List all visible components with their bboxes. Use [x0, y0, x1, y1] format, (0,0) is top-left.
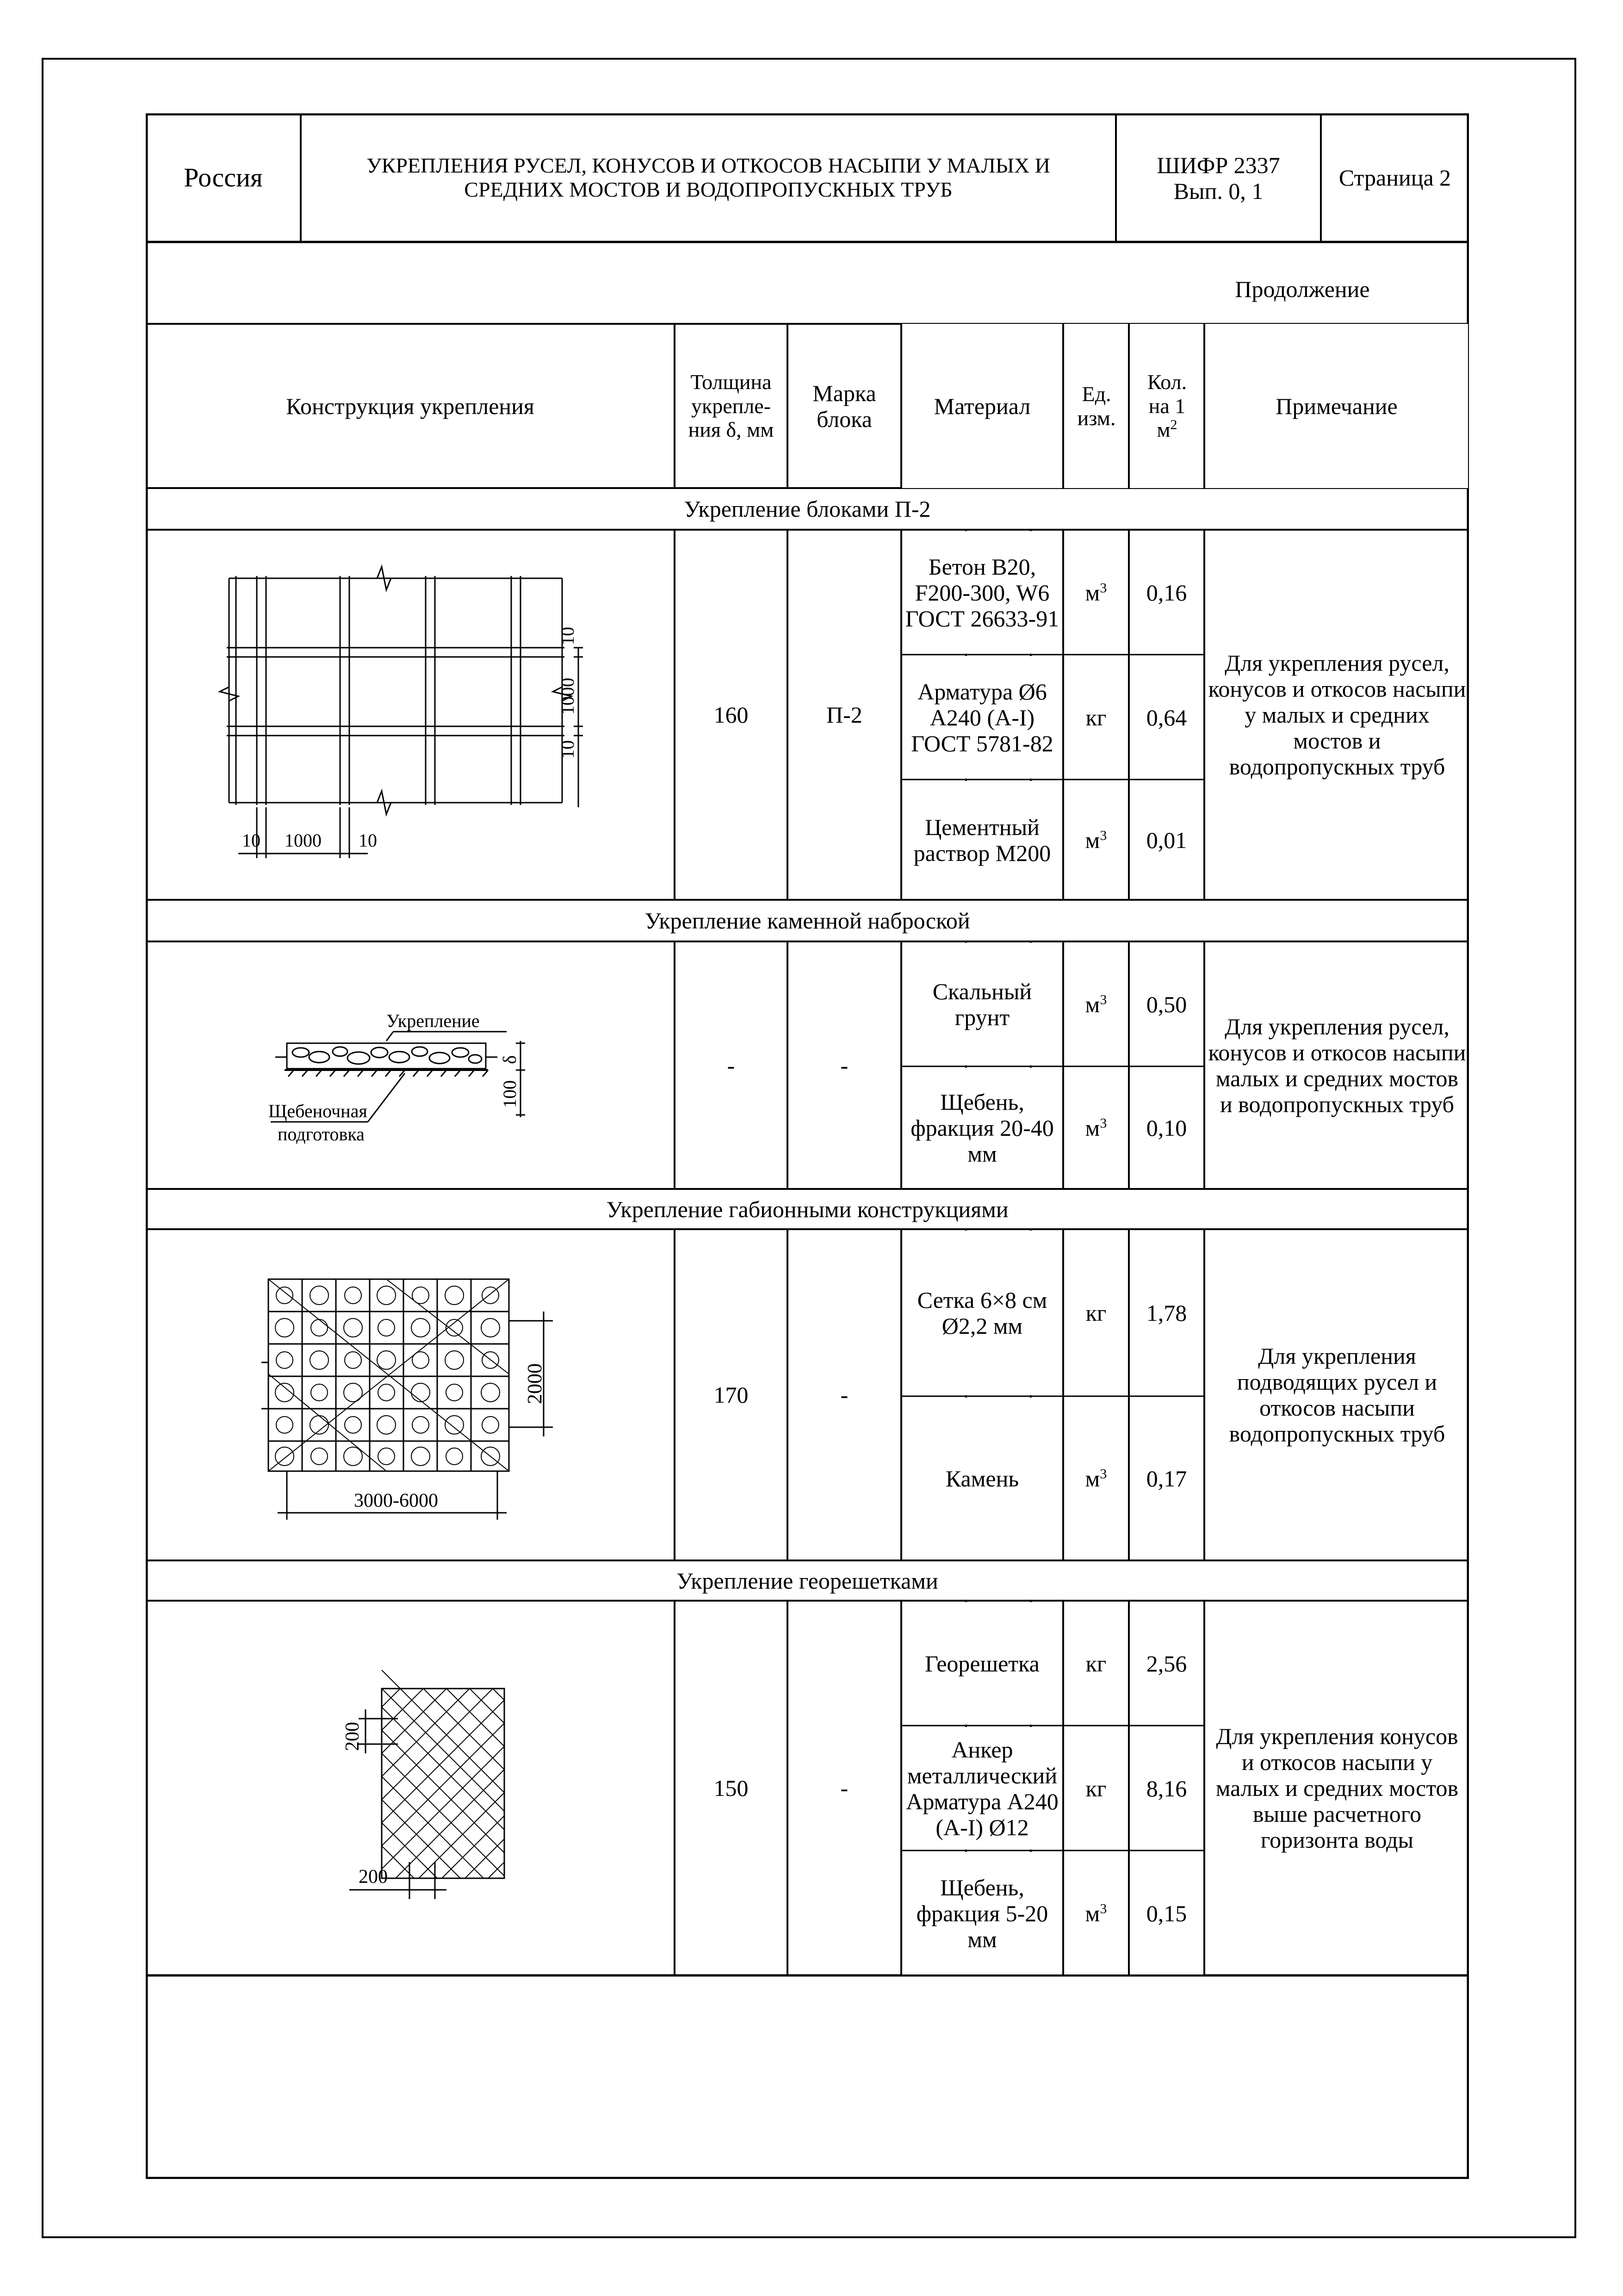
gabion-drawing	[261, 1279, 553, 1520]
section-title-geogrid: Укрепление георешетками	[676, 1567, 938, 1594]
stone-qty-rock: 0,50	[1130, 943, 1203, 1065]
blocks-unit-concrete: $м^3$	[1064, 531, 1128, 654]
blocks-note: Для укрепления русел, конусов и откосов насыпи у малых и средних мостов и водопропускных труб	[1208, 650, 1466, 780]
geogrid-thickness: 150	[713, 1775, 749, 1801]
geogrid-dim-h: 200	[359, 1866, 388, 1888]
section-title-gabion: Укрепление габионными конструкциями	[606, 1196, 1009, 1222]
stone-note: Для укрепления русел, конусов и откосов насыпи малых и средних мостов и водопропускных труб	[1208, 1013, 1466, 1117]
blocks-qty-concrete: 0,16	[1130, 531, 1203, 654]
col-qty-sup: 2	[1170, 417, 1177, 433]
blocks-mark: П-2	[826, 702, 862, 728]
blocks-dim-right: 10	[359, 830, 377, 851]
section-title-stone: Укрепление каменной наброской	[644, 908, 970, 934]
geogrid-unit-gravel: $м^3$	[1064, 1852, 1128, 1974]
blocks-unit-mortar: $м^3$	[1064, 781, 1128, 899]
gabion-dim-height: 2000	[523, 1363, 546, 1404]
blocks-material-rebar: Арматура Ø6 А240 (А-I) ГОСТ 5781-82	[902, 656, 1062, 779]
col-note: Примечание	[1205, 324, 1468, 488]
header-code-line1: ШИФР 2337	[1157, 152, 1280, 178]
col-thickness: Толщина укрепле-ния δ, мм	[688, 370, 774, 442]
col-unit: Ед. изм.	[1064, 324, 1129, 488]
geogrid-dim-v: 200	[342, 1722, 363, 1751]
section-title-blocks: Укрепление блоками П-2	[684, 496, 931, 522]
gabion-unit-stone: $м^3$	[1064, 1398, 1128, 1560]
blocks-dim-v-bot: 10	[557, 740, 578, 759]
gabion-qty-stone: 0,17	[1130, 1398, 1203, 1560]
stone-qty-gravel: 0,10	[1130, 1068, 1203, 1188]
stone-dim-delta: δ	[499, 1055, 520, 1064]
stone-label-bottom-1: Щебеночная	[268, 1101, 367, 1121]
col-qty-text: Кол. на 1 м	[1147, 370, 1187, 442]
stone-unit-gravel: $м^3$	[1064, 1068, 1128, 1188]
blocks-drawing	[220, 567, 583, 858]
stone-label-top: Укрепление	[386, 1010, 480, 1031]
technical-drawings	[146, 113, 1469, 2179]
blocks-qty-mortar: 0,01	[1130, 781, 1203, 899]
blocks-material-mortar: Цементный раствор М200	[902, 781, 1062, 899]
header-title: УКРЕПЛЕНИЯ РУСЕЛ, КОНУСОВ И ОТКОСОВ НАСЫПИ У МАЛЫХ И СРЕДНИХ МОСТОВ И ВОДОПРОПУСКНЫХ ТРУБ	[366, 154, 1050, 201]
col-construction: Конструкция укрепления	[286, 393, 534, 419]
gabion-material-stone: Камень	[902, 1398, 1062, 1560]
blocks-unit-rebar: кг	[1064, 656, 1128, 779]
header-country: Россия	[184, 162, 263, 192]
col-material: Материал	[901, 324, 1063, 488]
stone-dim-100: 100	[499, 1080, 520, 1108]
blocks-thickness: 160	[713, 702, 749, 728]
gabion-thickness: 170	[713, 1382, 749, 1408]
gabion-qty-mesh: 1,78	[1130, 1231, 1203, 1395]
blocks-qty-rebar: 0,64	[1130, 656, 1203, 779]
geogrid-mark: -	[840, 1775, 849, 1801]
geogrid-material-anchor: Анкер металлический Арматура А240 (А-I) Ø12	[902, 1727, 1062, 1850]
geogrid-qty-grid: 2,56	[1130, 1602, 1203, 1725]
stone-label-bottom-2: подготовка	[278, 1124, 365, 1145]
geogrid-note: Для укрепления конусов и откосов насыпи у малых и средних мостов выше расчетного горизонта воды	[1215, 1723, 1459, 1853]
geogrid-qty-gravel: 0,15	[1130, 1852, 1203, 1974]
blocks-dim-v-top: 10	[557, 627, 578, 645]
geogrid-drawing	[349, 1670, 504, 1899]
blocks-material-concrete: Бетон В20, F200-300, W6 ГОСТ 26633-91	[902, 531, 1062, 654]
col-mark: Марка блока	[812, 380, 876, 432]
stone-material-rock: Скальный грунт	[902, 943, 1062, 1065]
blocks-dim-v-mid: 1000	[557, 678, 578, 715]
geogrid-qty-anchor: 8,16	[1130, 1727, 1203, 1850]
gabion-unit-mesh: кг	[1064, 1231, 1128, 1395]
geogrid-unit-anchor: кг	[1064, 1727, 1128, 1850]
header-code-line2: Вып. 0, 1	[1173, 178, 1264, 204]
geogrid-material-gravel: Щебень, фракция 5-20 мм	[902, 1852, 1062, 1974]
stone-mark: -	[840, 1052, 849, 1078]
gabion-dim-width: 3000-6000	[354, 1490, 438, 1511]
stone-thickness: -	[727, 1052, 735, 1078]
blocks-dim-left: 10	[242, 830, 260, 851]
geogrid-unit-grid: кг	[1064, 1602, 1128, 1725]
gabion-material-mesh: Сетка 6×8 см Ø2,2 мм	[902, 1231, 1062, 1395]
gabion-mark: -	[840, 1382, 849, 1408]
blocks-dim-center: 1000	[285, 830, 322, 851]
stone-material-gravel: Щебень, фракция 20-40 мм	[902, 1068, 1062, 1188]
geogrid-material-grid: Георешетка	[902, 1602, 1062, 1725]
continuation-label: Продолжение	[1235, 276, 1370, 302]
gabion-note: Для укрепления подводящих русел и откосов насыпи водопропускных труб	[1229, 1343, 1445, 1447]
header-page: Страница 2	[1338, 165, 1451, 191]
stone-unit-rock: $м^3$	[1064, 943, 1128, 1065]
